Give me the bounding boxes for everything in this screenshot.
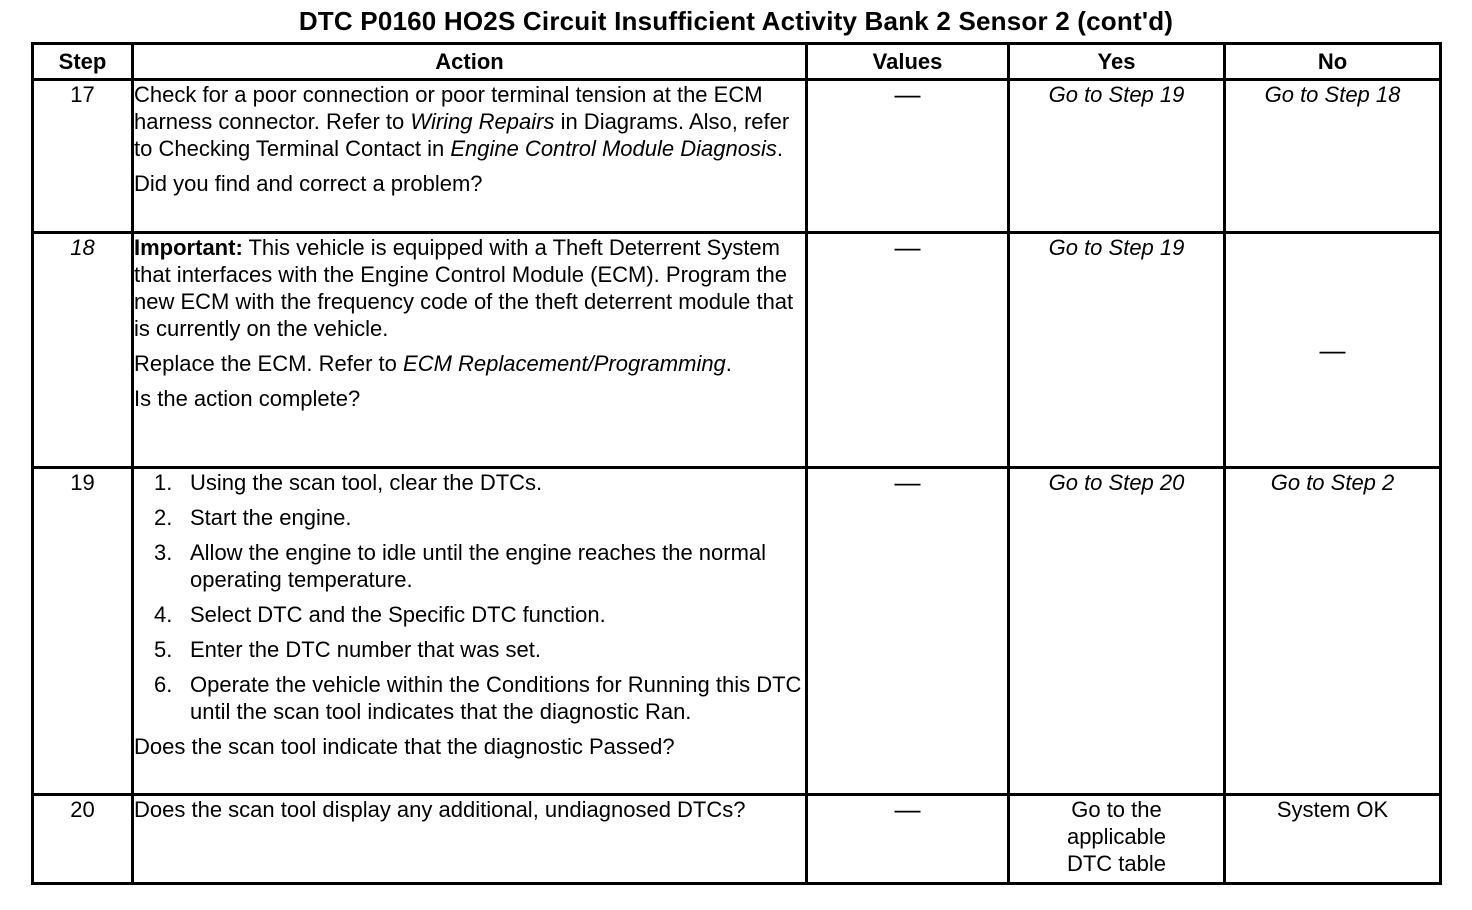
table-row <box>33 468 1441 795</box>
no-goto: Go to Step 2 <box>1270 470 1395 495</box>
step-number: 20 <box>33 795 133 884</box>
action-text-part: in Diagrams. Also, refer to Checking Terminal Contact in <box>134 109 790 161</box>
no-cell <box>1225 80 1441 233</box>
values-cell: — <box>807 233 1009 468</box>
yes-cell <box>1009 80 1225 233</box>
reference-link-text: ECM Replacement/Programming <box>403 351 726 376</box>
list-number: 5. <box>154 637 173 662</box>
list-item <box>134 539 805 593</box>
yes-goto: Go to Step 19 <box>1048 82 1185 107</box>
yes-cell <box>1009 795 1225 884</box>
action-text-part: Replace the ECM. Refer to <box>134 351 404 376</box>
no-cell <box>1225 468 1441 795</box>
list-number: 2. <box>154 505 173 530</box>
list-item <box>134 671 805 725</box>
list-text: Using the scan tool, clear the DTCs. <box>190 470 543 495</box>
yes-goto: Go to Step 19 <box>1048 235 1185 260</box>
action-cell <box>133 80 807 233</box>
step-number: 18 <box>33 233 133 468</box>
action-text <box>134 350 805 377</box>
list-item <box>134 636 805 663</box>
table-row <box>33 233 1441 468</box>
header-step: Step <box>33 44 133 80</box>
header-action: Action <box>133 44 807 80</box>
list-item <box>134 469 805 496</box>
yes-cell <box>1009 233 1225 468</box>
action-cell <box>133 468 807 795</box>
values-cell: — <box>807 795 1009 884</box>
list-number: 3. <box>154 540 173 565</box>
action-question: Does the scan tool indicate that the diagnostic Passed? <box>134 734 675 759</box>
important-note <box>134 234 805 342</box>
no-goto: Go to Step 18 <box>1264 82 1401 107</box>
yes-line: applicable <box>1066 824 1167 849</box>
action-question: Is the action complete? <box>134 386 361 411</box>
action-question: Did you find and correct a problem? <box>134 171 483 196</box>
yes-cell <box>1009 468 1225 795</box>
action-text-part: Check for a poor connection or poor terminal tension at the ECM harness connector. Refer to <box>134 82 763 134</box>
list-text: Operate the vehicle within the Conditions for Running this DTC until the scan tool indicates that the diagnostic Ran. <box>190 672 802 724</box>
list-item <box>134 601 805 628</box>
reference-link-text: Engine Control Module Diagnosis <box>450 136 777 161</box>
procedure-list <box>134 469 805 725</box>
step-number: 17 <box>33 80 133 233</box>
action-cell <box>133 795 807 884</box>
action-text <box>134 81 805 162</box>
document-title: DTC P0160 HO2S Circuit Insufficient Activity Bank 2 Sensor 2 (cont'd) <box>298 6 1174 36</box>
no-cell <box>1225 795 1441 884</box>
list-text: Select DTC and the Specific DTC function. <box>190 602 606 627</box>
header-no: No <box>1225 44 1441 80</box>
header-yes: Yes <box>1009 44 1225 80</box>
step-number: 19 <box>33 468 133 795</box>
action-text-part: . <box>725 351 732 376</box>
header-values: Values <box>807 44 1009 80</box>
action-text-part: . <box>776 136 783 161</box>
action-question: Does the scan tool display any additional, undiagnosed DTCs? <box>134 797 746 822</box>
list-number: 6. <box>154 672 173 697</box>
reference-link-text: Wiring Repairs <box>410 109 555 134</box>
important-text: This vehicle is equipped with a Theft Deterrent System that interfaces with the Engine Control Module (ECM). Program the new ECM with the frequency code of the theft deterrent module that is currently on the vehicle. <box>134 235 794 341</box>
list-text: Start the engine. <box>190 505 352 530</box>
no-result: System OK <box>1276 797 1389 822</box>
yes-goto <box>1010 796 1223 879</box>
table-header-row <box>33 44 1441 80</box>
list-item <box>134 504 805 531</box>
table-row <box>33 80 1441 233</box>
diagnostic-table <box>31 42 1442 885</box>
yes-goto: Go to Step 20 <box>1048 470 1185 495</box>
no-cell: — <box>1225 233 1441 468</box>
list-number: 1. <box>154 470 173 495</box>
yes-line: DTC table <box>1066 851 1167 876</box>
important-label: Important: <box>134 235 243 260</box>
list-text: Enter the DTC number that was set. <box>190 637 541 662</box>
action-cell <box>133 233 807 468</box>
list-text: Allow the engine to idle until the engine reaches the normal operating temperature. <box>190 540 767 592</box>
values-cell: — <box>807 468 1009 795</box>
table-row <box>33 795 1441 884</box>
yes-line: Go to the <box>1071 797 1162 822</box>
values-cell: — <box>807 80 1009 233</box>
list-number: 4. <box>154 602 173 627</box>
